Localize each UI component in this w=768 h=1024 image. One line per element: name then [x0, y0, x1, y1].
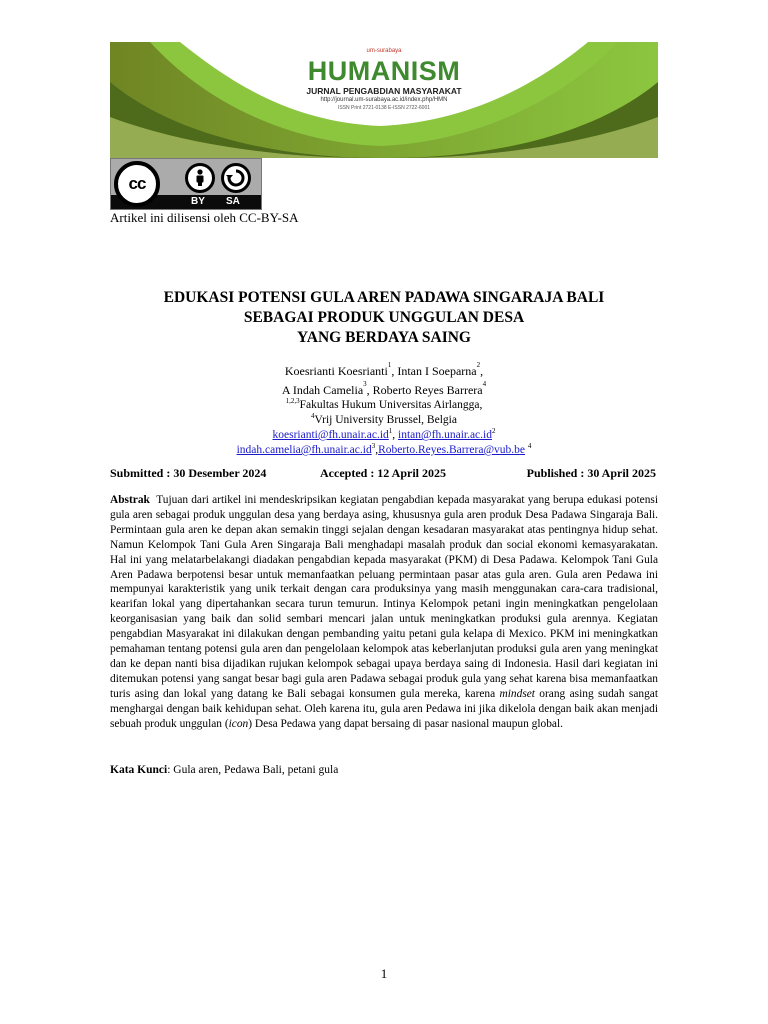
email-link-3[interactable]: indah.camelia@fh.unair.ac.id: [236, 444, 372, 456]
author-sup: 1: [387, 361, 392, 369]
publisher-logo-text: um-surabaya: [366, 48, 402, 54]
email-link-4[interactable]: Roberto.Reyes.Barrera@vub.be: [378, 444, 526, 456]
abstract-italic-mindset: mindset: [499, 687, 535, 700]
journal-url[interactable]: http://journal.um-surabaya.ac.id/index.php/HMN: [320, 97, 448, 103]
abstract: [110, 493, 658, 732]
title-line-2: SEBAGAI PRODUK UNGGULAN DESA: [243, 309, 525, 326]
accepted-date: Accepted : 12 April 2025: [320, 466, 446, 480]
submitted-date: Submitted : 30 Desember 2024: [110, 466, 267, 480]
article-title: [110, 288, 658, 348]
email-sup: 3: [371, 442, 376, 450]
by-person-icon: [185, 163, 215, 193]
cc-by-label: BY: [191, 196, 205, 207]
cc-sa-label: SA: [226, 196, 240, 207]
author-sup: 3: [363, 380, 367, 388]
license-text: Artikel ini dilisensi oleh CC-BY-SA: [110, 210, 299, 225]
author-name: Roberto Reyes Barrera: [372, 383, 483, 397]
author-list: Koesrianti Koesrianti$^1$, Intan I Soeparna$^2$, A Indah Camelia$^3$, Roberto Reyes Barrera$^4$: [281, 361, 487, 397]
affiliation-sup: 1,2,3: [285, 397, 300, 405]
page-number: 1: [380, 966, 388, 981]
email-link-2[interactable]: intan@fh.unair.ac.id: [398, 429, 492, 441]
abstract-text-1: Tujuan dari artikel ini mendeskripsikan kegiatan pengabdian kepada masyarakat yang berupa edukasi potensi gula aren sebagai produk unggulan desa yang berdaya asing, khususnya gula aren produk Desa Padawa Singaraja Bali. Permintaan gula aren ke depan akan semakin tinggi sejalan dengan kesadaran masyarakat atas pentingnya hidup sehat. Namun Kelompok Tani Gula Aren Singaraja Bali menghadapi masalah produk dan social ekonomi kemasyarakatan. Hal ini yang melatarbelakangi diadakan pengabdian kepada masyarakat (PKM) di Desa Padawa. Kelompok Tani Gula Aren Padawa berpotensi besar untuk memanfaatkan peluang permintaan pasar atas gula aren. Gula aren Pedawa ini mempunyai karakteristik yang unik terkait dengan cara produksinya yang masih menggunakan cara-cara tradisional, kearifan lokal yang dipertahankan secara turun temurun. Intinya Kelompok petani ingin meningkatkan pengelolaan keorganisasian yang baik dan solid sembari mencari jalan untuk meningkatkan produksi gula arennya. Kegiatan pengabdian Masyarakat ini dilakukan dengan pembanding yaitu petani gula kelapa di Mexico. PKM ini meningkatkan pemahaman tentang potensi gula aren dan pengelolaan kelompok atas keberlanjutan produksi gula aren yang meningkat dan ke depan nanti bisa dijadikan rujukan kelompok sebagai upaya berdaya saing di Indonesia. Hasil dari kegiatan ini ditemukan potensi yang sangat besar bagi gula aren Padawa sebagai produk gula yang sehat karena bisa memanfaatkan turis asing dan lokal yang datang ke Bali sebagai konsumen gula mereka, karena: [110, 494, 658, 700]
author-name: Koesrianti Koesrianti: [284, 364, 388, 378]
journal-issn: ISSN Print 2721-0138 E-ISSN 2722-6001: [338, 105, 430, 111]
affiliation-2: Vrij University Brussel, Belgia: [314, 414, 457, 426]
author-name: Intan I Soeparna: [397, 364, 477, 378]
share-alike-icon: [221, 163, 251, 193]
published-date: Published : 30 April 2025: [526, 466, 656, 480]
author-name: A Indah Camelia: [281, 383, 364, 397]
keywords: [110, 764, 658, 776]
abstract-label: Abstrak: [110, 494, 150, 506]
keywords-label: Kata Kunci: [110, 764, 168, 776]
abstract-text-2: orang asing sudah sangat menghargai dengan baik kehidupan sehat. Oleh karena itu, gula aren Pedawa ini jika dikelola dengan baik akan menjadi sebuah produk unggulan (: [110, 687, 658, 730]
author-sup: 2: [476, 361, 481, 369]
abstract-text-3: ) Desa Pedawa yang dapat bersaing di pasar nasional maupun global.: [248, 717, 563, 730]
abstract-italic-icon: icon: [228, 717, 249, 730]
email-link-1[interactable]: koesrianti@fh.unair.ac.id: [272, 429, 389, 441]
cc-license-badge[interactable]: [110, 158, 262, 210]
email-sup: 2: [491, 427, 496, 435]
affiliations: $^{1,2,3}$Fakultas Hukum Universitas Airlangga, $^4$Vrij University Brussel, Belgia $koesrianti@fh.unair.ac.id^1$, $intan@fh.unair.ac.id^2$ $indah.camelia@fh.unair.ac.id^3,Roberto.Reyes.Barrera@vub.be$ $^4$: [236, 397, 532, 456]
affiliation-sup: 4: [311, 412, 315, 420]
author-sup: 4: [482, 380, 487, 388]
keywords-text: : Gula aren, Pedawa Bali, petani gula: [167, 764, 339, 776]
cc-icon: cc: [114, 161, 160, 207]
journal-name: HUMANISM: [307, 56, 461, 86]
title-line-3: YANG BERDAYA SAING: [296, 329, 471, 346]
email-sup: 4: [527, 442, 532, 450]
journal-banner: [110, 42, 658, 158]
email-sup: 1: [388, 427, 393, 435]
title-line-1: EDUKASI POTENSI GULA AREN PADAWA SINGARAJA BALI: [163, 289, 605, 306]
journal-subtitle: JURNAL PENGABDIAN MASYARAKAT: [306, 86, 462, 96]
affiliation-1: Fakultas Hukum Universitas Airlangga,: [299, 399, 483, 411]
